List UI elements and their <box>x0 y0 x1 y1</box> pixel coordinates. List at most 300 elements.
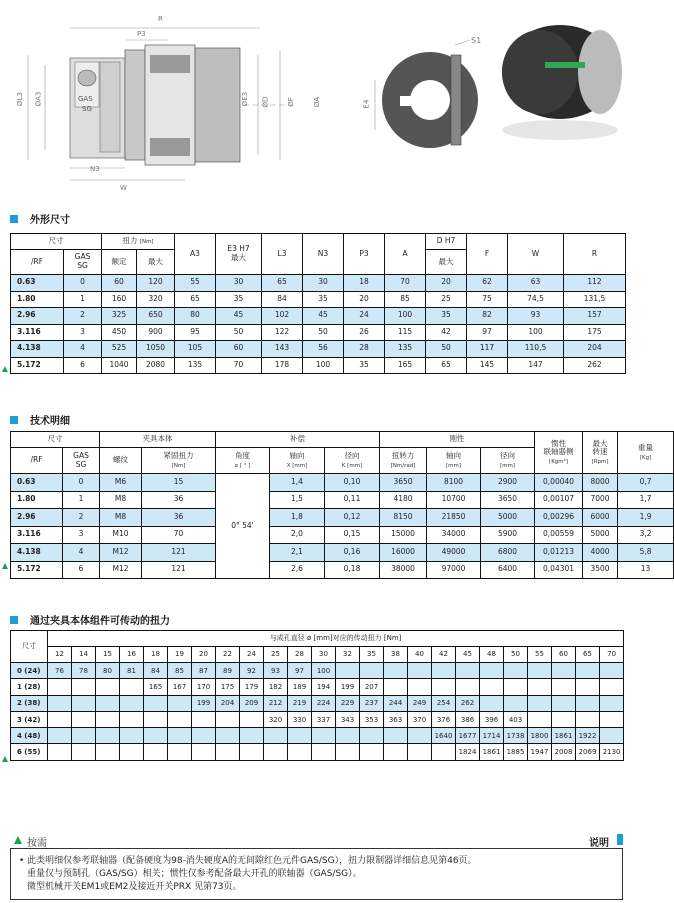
value-cell <box>192 728 216 744</box>
value-cell: 325 <box>102 308 137 325</box>
value-cell <box>48 728 72 744</box>
hdr-size: 尺寸 <box>11 234 102 250</box>
label-f: ØF <box>286 97 295 107</box>
hdr2-axial: 轴向 X [mm] <box>270 448 325 474</box>
value-cell <box>48 679 72 695</box>
value-cell <box>72 679 96 695</box>
hdr2-tors: 扭转力 [Nm/rad] <box>380 448 427 474</box>
table-row <box>11 291 626 308</box>
value-cell: 2,1 <box>270 544 325 562</box>
size-cell: 1.80 <box>11 491 63 509</box>
value-cell: 396 <box>480 711 504 727</box>
value-cell: 337 <box>312 711 336 727</box>
value-cell: 175 <box>216 679 240 695</box>
value-cell <box>528 663 552 679</box>
value-cell: 1861 <box>480 744 504 760</box>
value-cell <box>144 711 168 727</box>
value-cell: 5000 <box>583 526 618 544</box>
value-cell: 204 <box>564 341 626 358</box>
value-cell: 1,8 <box>270 509 325 527</box>
value-cell: 60 <box>216 341 262 358</box>
value-cell: 100 <box>385 308 426 325</box>
diameter-header: 18 <box>144 647 168 663</box>
value-cell <box>336 728 360 744</box>
on-demand-label: 按需 <box>27 838 47 849</box>
table-row <box>11 711 624 727</box>
value-cell: 204 <box>216 695 240 711</box>
value-cell: 34000 <box>427 526 481 544</box>
value-cell: 76 <box>48 663 72 679</box>
hdr2-size: 尺寸 <box>11 432 100 448</box>
value-cell <box>360 744 384 760</box>
value-cell: 179 <box>240 679 264 695</box>
value-cell: 115 <box>385 324 426 341</box>
diameter-header: 65 <box>576 647 600 663</box>
value-cell <box>504 679 528 695</box>
value-cell: 120 <box>137 275 175 292</box>
hdr-l3: L3 <box>262 234 303 275</box>
value-cell <box>72 744 96 760</box>
angle-cell: 0° 54' <box>216 474 270 579</box>
value-cell: M8 <box>100 509 142 527</box>
value-cell: 2069 <box>576 744 600 760</box>
value-cell: 93 <box>264 663 288 679</box>
value-cell: 1640 <box>432 728 456 744</box>
value-cell: 35 <box>303 291 344 308</box>
value-cell <box>120 711 144 727</box>
label-gas: GAS <box>78 95 93 103</box>
value-cell <box>168 711 192 727</box>
hdr-d-max: 最大 <box>426 250 467 275</box>
value-cell: 320 <box>264 711 288 727</box>
label-p3: P3 <box>137 30 146 38</box>
value-cell <box>432 679 456 695</box>
value-cell: 147 <box>508 357 564 374</box>
hdr3-size: 尺寸 <box>11 631 48 663</box>
value-cell: 1922 <box>576 728 600 744</box>
size-cell: 3.116 <box>11 526 63 544</box>
value-cell: 237 <box>360 695 384 711</box>
value-cell: 4000 <box>583 544 618 562</box>
diameter-header: 24 <box>240 647 264 663</box>
diameter-header: 15 <box>96 647 120 663</box>
value-cell <box>48 711 72 727</box>
value-cell: 95 <box>175 324 216 341</box>
value-cell: 30 <box>303 275 344 292</box>
notes-marker <box>617 834 623 845</box>
value-cell <box>576 695 600 711</box>
table-row <box>11 509 674 527</box>
value-cell: 1824 <box>456 744 480 760</box>
value-cell <box>120 728 144 744</box>
hdr2-comp: 补偿 <box>216 432 380 448</box>
dimensions-table <box>10 233 626 374</box>
value-cell <box>96 711 120 727</box>
table-row <box>11 561 674 579</box>
size-cell: 3 (42) <box>11 711 48 727</box>
size-cell: 5.172 <box>11 561 63 579</box>
size-cell: 1 (28) <box>11 679 48 695</box>
value-cell: 85 <box>385 291 426 308</box>
value-cell <box>480 663 504 679</box>
value-cell: 0,00107 <box>535 491 583 509</box>
value-cell <box>528 711 552 727</box>
value-cell: 35 <box>216 291 262 308</box>
hdr2-inertia: 惯性 联轴器侧 [Kgm²] <box>535 432 583 474</box>
size-cell: 1.80 <box>11 291 64 308</box>
label-d: ØD <box>261 96 270 108</box>
table-row <box>11 275 626 292</box>
value-cell: 199 <box>192 695 216 711</box>
hdr2-thread: 螺纹 <box>100 448 142 474</box>
value-cell <box>216 728 240 744</box>
value-cell: 0,04301 <box>535 561 583 579</box>
hdr-a3: A3 <box>175 234 216 275</box>
value-cell <box>384 744 408 760</box>
value-cell: 386 <box>456 711 480 727</box>
size-cell: 4.138 <box>11 544 63 562</box>
value-cell: 70 <box>385 275 426 292</box>
value-cell: 254 <box>432 695 456 711</box>
label-sg: SG <box>82 105 92 113</box>
value-cell: 2130 <box>600 744 624 760</box>
value-cell: 65 <box>175 291 216 308</box>
label-s1: S1 <box>471 36 482 45</box>
notes-box <box>10 848 623 900</box>
value-cell <box>600 728 624 744</box>
table-row <box>11 474 674 492</box>
diameter-header: 19 <box>168 647 192 663</box>
value-cell: 6400 <box>481 561 535 579</box>
value-cell: 3650 <box>380 474 427 492</box>
size-cell: 0.63 <box>11 275 64 292</box>
value-cell: 1040 <box>102 357 137 374</box>
value-cell: 6000 <box>583 509 618 527</box>
diameter-header: 25 <box>264 647 288 663</box>
value-cell <box>600 663 624 679</box>
diameter-header: 20 <box>192 647 216 663</box>
value-cell: 207 <box>360 679 384 695</box>
diameter-header: 35 <box>360 647 384 663</box>
value-cell: 165 <box>385 357 426 374</box>
table-row <box>11 491 674 509</box>
value-cell: 85 <box>168 663 192 679</box>
value-cell <box>240 728 264 744</box>
value-cell <box>504 663 528 679</box>
value-cell: 1,4 <box>270 474 325 492</box>
value-cell <box>528 695 552 711</box>
value-cell: 0,00296 <box>535 509 583 527</box>
value-cell: 343 <box>336 711 360 727</box>
value-cell: 36 <box>142 509 216 527</box>
value-cell <box>408 728 432 744</box>
value-cell: 63 <box>508 275 564 292</box>
value-cell: 30 <box>216 275 262 292</box>
value-cell: 8100 <box>427 474 481 492</box>
value-cell: 320 <box>137 291 175 308</box>
value-cell: 100 <box>508 324 564 341</box>
size-cell: 2.96 <box>11 509 63 527</box>
value-cell: 1800 <box>528 728 552 744</box>
value-cell <box>384 728 408 744</box>
hdr2-rf: /RF <box>11 448 63 474</box>
value-cell: 84 <box>262 291 303 308</box>
value-cell: 25 <box>426 291 467 308</box>
value-cell: 0,01213 <box>535 544 583 562</box>
section-marker <box>10 616 18 624</box>
hdr2-speed: 最大 转速 [Rpm] <box>583 432 618 474</box>
value-cell <box>72 695 96 711</box>
table-row <box>11 695 624 711</box>
hdr3-title: 与成孔直径 ø [mm]对应的传动扭力 [Nm] <box>48 631 624 647</box>
value-cell: 209 <box>240 695 264 711</box>
value-cell <box>552 663 576 679</box>
value-cell: 363 <box>384 711 408 727</box>
value-cell <box>72 728 96 744</box>
value-cell: 35 <box>426 308 467 325</box>
value-cell: 93 <box>508 308 564 325</box>
diameter-header: 14 <box>72 647 96 663</box>
value-cell: 110,5 <box>508 341 564 358</box>
value-cell: 97 <box>288 663 312 679</box>
value-cell: 194 <box>312 679 336 695</box>
value-cell: 370 <box>408 711 432 727</box>
hdr-torque: 扭力 [Nm] <box>102 234 175 250</box>
hdr-r: R <box>564 234 626 275</box>
hdr-rated: 额定 <box>102 250 137 275</box>
value-cell: 178 <box>262 357 303 374</box>
hdr-rf: /RF <box>11 250 64 275</box>
value-cell: 0 <box>63 474 100 492</box>
label-l3: ØL3 <box>15 92 24 106</box>
value-cell: 122 <box>262 324 303 341</box>
value-cell: 13 <box>618 561 674 579</box>
value-cell: 224 <box>312 695 336 711</box>
value-cell <box>120 744 144 760</box>
label-a: ØA <box>313 96 322 108</box>
value-cell <box>480 679 504 695</box>
value-cell: 28 <box>344 341 385 358</box>
value-cell: 6 <box>63 561 100 579</box>
value-cell: 112 <box>564 275 626 292</box>
section-marker <box>10 416 18 424</box>
value-cell <box>432 663 456 679</box>
value-cell: 81 <box>120 663 144 679</box>
value-cell: 189 <box>288 679 312 695</box>
value-cell: 36 <box>142 491 216 509</box>
hdr-f: F <box>467 234 508 275</box>
size-cell: 4.138 <box>11 341 64 358</box>
label-e4: E4 <box>362 99 371 109</box>
value-cell: 35 <box>344 357 385 374</box>
value-cell: 50 <box>216 324 262 341</box>
value-cell: 7000 <box>583 491 618 509</box>
section-tech <box>10 412 70 427</box>
diameter-header: 70 <box>600 647 624 663</box>
value-cell <box>240 744 264 760</box>
table-row <box>11 357 626 374</box>
value-cell <box>168 695 192 711</box>
value-cell <box>168 744 192 760</box>
value-cell <box>96 695 120 711</box>
value-cell <box>408 744 432 760</box>
value-cell: 450 <box>102 324 137 341</box>
hdr-a: A <box>385 234 426 275</box>
value-cell <box>360 728 384 744</box>
value-cell: 45 <box>303 308 344 325</box>
value-cell: 167 <box>168 679 192 695</box>
hdr2-stiff: 刚性 <box>380 432 535 448</box>
value-cell <box>552 695 576 711</box>
value-cell: 6 <box>64 357 102 374</box>
size-cell: 0 (24) <box>11 663 48 679</box>
value-cell <box>216 711 240 727</box>
hdr2-radial: 径向 K [mm] <box>325 448 380 474</box>
diameter-header: 16 <box>120 647 144 663</box>
value-cell <box>144 728 168 744</box>
value-cell <box>408 679 432 695</box>
value-cell: 262 <box>564 357 626 374</box>
value-cell: 75 <box>467 291 508 308</box>
value-cell: 74,5 <box>508 291 564 308</box>
value-cell: 45 <box>216 308 262 325</box>
value-cell: 900 <box>137 324 175 341</box>
diameter-header: 30 <box>312 647 336 663</box>
value-cell: 131,5 <box>564 291 626 308</box>
value-cell: 84 <box>144 663 168 679</box>
value-cell <box>384 679 408 695</box>
value-cell: 121 <box>142 561 216 579</box>
value-cell <box>336 663 360 679</box>
diameter-header: 45 <box>456 647 480 663</box>
value-cell: 1 <box>64 291 102 308</box>
section-marker <box>10 215 18 223</box>
value-cell: 1050 <box>137 341 175 358</box>
value-cell <box>48 744 72 760</box>
value-cell: 65 <box>426 357 467 374</box>
hdr2-ax2: 轴向 [mm] <box>427 448 481 474</box>
value-cell <box>96 728 120 744</box>
value-cell: 89 <box>216 663 240 679</box>
value-cell: 2,0 <box>270 526 325 544</box>
value-cell: 0,00040 <box>535 474 583 492</box>
value-cell: 0,16 <box>325 544 380 562</box>
value-cell: M6 <box>100 474 142 492</box>
value-cell: M12 <box>100 561 142 579</box>
value-cell: 49000 <box>427 544 481 562</box>
size-cell: 0.63 <box>11 474 63 492</box>
value-cell: 2900 <box>481 474 535 492</box>
value-cell <box>168 728 192 744</box>
value-cell: 135 <box>385 341 426 358</box>
size-cell: 4 (48) <box>11 728 48 744</box>
value-cell <box>288 728 312 744</box>
value-cell: 1,9 <box>618 509 674 527</box>
value-cell: 353 <box>360 711 384 727</box>
value-cell <box>96 744 120 760</box>
value-cell: 403 <box>504 711 528 727</box>
value-cell <box>456 663 480 679</box>
value-cell: 20 <box>344 291 385 308</box>
value-cell <box>264 728 288 744</box>
value-cell: 8150 <box>380 509 427 527</box>
value-cell <box>264 744 288 760</box>
value-cell: 229 <box>336 695 360 711</box>
value-cell: 4 <box>63 544 100 562</box>
value-cell: 78 <box>72 663 96 679</box>
value-cell: 8000 <box>583 474 618 492</box>
value-cell <box>408 663 432 679</box>
diameter-header: 38 <box>384 647 408 663</box>
value-cell <box>576 679 600 695</box>
value-cell <box>96 679 120 695</box>
label-n3: N3 <box>90 165 100 173</box>
value-cell: 157 <box>564 308 626 325</box>
value-cell <box>120 695 144 711</box>
diameter-header: 32 <box>336 647 360 663</box>
value-cell: 87 <box>192 663 216 679</box>
value-cell: 50 <box>303 324 344 341</box>
table-row <box>11 544 674 562</box>
value-cell: 1,7 <box>618 491 674 509</box>
value-cell <box>600 711 624 727</box>
value-cell: 1738 <box>504 728 528 744</box>
value-cell <box>576 663 600 679</box>
value-cell <box>600 679 624 695</box>
value-cell: 143 <box>262 341 303 358</box>
torque-table <box>10 630 624 761</box>
value-cell <box>552 711 576 727</box>
tech-table <box>10 431 674 579</box>
label-a3: ØA3 <box>34 91 43 107</box>
value-cell: 20 <box>426 275 467 292</box>
value-cell <box>288 744 312 760</box>
hdr-e3: E3 H7 最大 <box>216 234 262 275</box>
section-title: 外形尺寸 <box>30 215 70 226</box>
value-cell: 262 <box>456 695 480 711</box>
table-row <box>11 308 626 325</box>
on-demand-triangle-icon <box>14 836 22 844</box>
value-cell <box>48 695 72 711</box>
value-cell: 1677 <box>456 728 480 744</box>
size-cell: 2 (38) <box>11 695 48 711</box>
section-torque <box>10 612 170 627</box>
value-cell: 50 <box>426 341 467 358</box>
value-cell: 182 <box>264 679 288 695</box>
value-cell: 0 <box>64 275 102 292</box>
value-cell <box>576 711 600 727</box>
section-title: 技术明细 <box>30 416 70 427</box>
value-cell: 0,15 <box>325 526 380 544</box>
value-cell: 1,5 <box>270 491 325 509</box>
value-cell: M12 <box>100 544 142 562</box>
diameter-header: 50 <box>504 647 528 663</box>
value-cell: 70 <box>142 526 216 544</box>
note-line: • 此类明细仅参考联轴器（配备硬度为98-消失硬度A的无间隙红色元件GAS/SG），扭力限制器详细信息见第46页。 <box>19 856 477 866</box>
value-cell: 5900 <box>481 526 535 544</box>
value-cell <box>192 711 216 727</box>
value-cell: 1947 <box>528 744 552 760</box>
size-cell: 3.116 <box>11 324 64 341</box>
footer-bar <box>10 830 623 850</box>
hdr2-angle: 角度 α [ ° ] <box>216 448 270 474</box>
value-cell: 244 <box>384 695 408 711</box>
value-cell <box>72 711 96 727</box>
value-cell <box>144 744 168 760</box>
value-cell: 26 <box>344 324 385 341</box>
hdr-max: 最大 <box>137 250 175 275</box>
hdr2-tight: 紧固扭力 [Nm] <box>142 448 216 474</box>
